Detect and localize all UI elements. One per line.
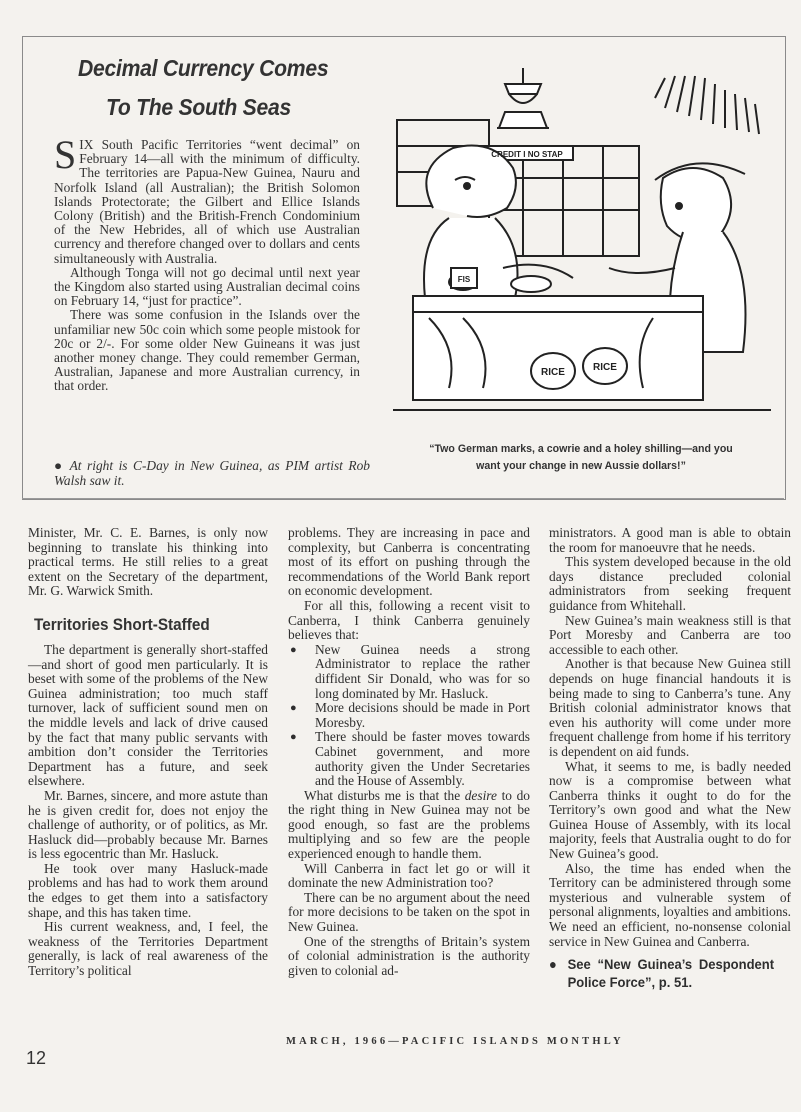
cartoon-reference-note xyxy=(54,458,370,488)
cartoon-tin-label: FIS xyxy=(457,275,471,284)
column-3 xyxy=(549,526,791,991)
note-text: At right is C-Day in New Guinea, as PIM artist Rob Walsh saw it. xyxy=(54,458,371,488)
belief-item-1: ● New Guinea needs a strong Administrator to replace the rather diffident Sir Donald, who was for so long dominated by Mr. Hasluck. xyxy=(288,643,530,701)
cartoon-sign: CREDIT I NO STAP xyxy=(491,150,563,159)
col1-intro: Minister, Mr. C. E. Barnes, is only now beginning to translate his thinking into practical terms. He still relies to a great extent on the Secretary of the department, Mr. G. Warwick Smith. xyxy=(28,525,268,599)
col3-paragraph-2: This system developed because in the old days distance precluded colonial administrators from seeking frequent guidance from Whitehall. xyxy=(549,554,791,613)
subheading: Territories Short-Staffed xyxy=(34,614,210,634)
column-1 xyxy=(28,526,268,979)
col2-paragraph-5: There can be no argument about the need for more decisions to be taken on the spot in New Guinea. xyxy=(288,889,530,935)
cross-reference xyxy=(549,955,774,991)
feature-paragraph-2: Although Tonga will not go decimal until next year the Kingdom also started using Australian decimal coins on February 14, “just for practice”. xyxy=(54,264,360,309)
caption-line-2: want your change in new Aussie dollars!” xyxy=(476,460,686,472)
col2-paragraph-3: What disturbs me is that the desire to do the right thing in New Guinea may not be good enough, so fast are the problems multiplying and so few are the people experienced enough to handle them. xyxy=(288,787,530,862)
col1-paragraph-2: The department is generally short-staffed—and short of good men particularly. It is beset with some of the problems of the New Guinea administration; too much staff turnover, lack of sufficient sound men on the middle levels and lack of drive caused by the fact that many public servants with ambition don’t consider the Territories Department has a future, and seek elsewhere. xyxy=(28,641,268,789)
caption-line-1: “Two German marks, a cowrie and a holey shilling—and you xyxy=(429,443,733,455)
cartoon-caption xyxy=(386,441,776,475)
feature-body xyxy=(54,132,360,394)
xref-text: See “New Guinea’s Despondent Police Force”, p. 51. xyxy=(567,956,775,991)
headline-line-2: To The South Seas xyxy=(106,94,291,120)
cartoon-sack-label-1: RICE xyxy=(541,367,565,378)
col3-paragraph-3: New Guinea’s main weakness still is that Port Moresby and Canberra are too accessible to each other. xyxy=(549,612,791,657)
drop-cap: S xyxy=(54,132,77,177)
col3-paragraph-6: Also, the time has ended when the Territory can be administered through some mysterious and vulnerable system of personal alignments, loyalties and ambitions. We need an efficient, no-nonsense colonial service in New Guinea and Canberra. xyxy=(549,860,791,949)
xref-bullet: ● xyxy=(549,956,557,973)
col3-paragraph-4: Another is that because New Guinea still depends on huge financial handouts it is being made to sing to Canberra’s tune. Any British colonial administrator knows that even his authority will come under more frequent challenge from home if his territory is dependent on aid funds. xyxy=(549,656,791,759)
col2-intro: problems. They are increasing in pace and complexity, but Canberra is concentrating most of its effort on pushing through the recommendations of the World Bank report on economic development. xyxy=(288,525,530,599)
col1-paragraph-3: Mr. Barnes, sincere, and more astute than he is given credit for, does not enjoy the challenge of authority, or of politics, as Mr. Hasluck did—probably because Mr. Barnes is less egocentric than Mr. Hasluck. xyxy=(28,787,268,862)
headline-line-1: Decimal Currency Comes xyxy=(78,55,329,81)
page-number: 12 xyxy=(26,1048,47,1068)
box-bottom-rule xyxy=(22,498,784,499)
col1-paragraph-5: His current weakness, and, I feel, the weakness of the Territories Department generally, is lack of real awareness of the Territory’s political xyxy=(28,919,268,979)
trade-store-cartoon xyxy=(393,68,771,424)
belief-list xyxy=(288,643,530,789)
feature-paragraph-3: There was some confusion in the Islands over the unfamiliar new 50c coin which some people mistook for 20c or 2/-. For some older New Guineans it was just another money change. They could remember German, Australian, Japanese and more Australian currency, in that order. xyxy=(54,307,360,394)
belief-item-3: ● There should be faster moves towards Cabinet government, and more authority given the Under Secretaries and the House of Assembly. xyxy=(288,730,530,788)
col3-intro: ministrators. A good man is able to obtain the room for manoeuvre that he needs. xyxy=(549,525,791,555)
cartoon-sack-label-2: RICE xyxy=(593,362,617,373)
note-bullet: ● xyxy=(54,458,65,473)
running-footer: MARCH, 1966—PACIFIC ISLANDS MONTHLY xyxy=(286,1036,624,1047)
column-2 xyxy=(288,526,530,978)
col2-paragraph-2: For all this, following a recent visit to Canberra, I think Canberra genuinely believes that: xyxy=(288,597,530,643)
feature-paragraph-1: SIX South Pacific Territories “went decimal” on February 14—all with the minimum of difficulty. The territories are Papua-New Guinea, Nauru and Norfolk Island (all Australian); the British Solomon Islands Protectorate; the Gilbert and Ellice Islands Colony (British) and the British-French Condominium of the New Hebrides, all of which use Australian currency and therefore changed over to dollars and cents simultaneously with Australia. xyxy=(54,132,360,266)
col3-paragraph-5: What, it seems to me, is badly needed now is a compromise between what Canberra thinks it ought to do for the Territory’s own good and what the New Guinea House of Assembly, with its local majority, feels that Australia ought to do for New Guinea’s good. xyxy=(549,758,791,862)
col2-paragraph-4: Will Canberra in fact let go or will it dominate the new Administration too? xyxy=(288,860,530,891)
col2-paragraph-6: One of the strengths of Britain’s system of colonial administration is the authority given to colonial ad- xyxy=(288,933,530,978)
belief-item-2: ● More decisions should be made in Port Moresby. xyxy=(288,701,530,730)
col1-paragraph-4: He took over many Hasluck-made problems and has had to work them around the edges to get them into a satisfactory shape, and this has taken time. xyxy=(28,860,268,920)
